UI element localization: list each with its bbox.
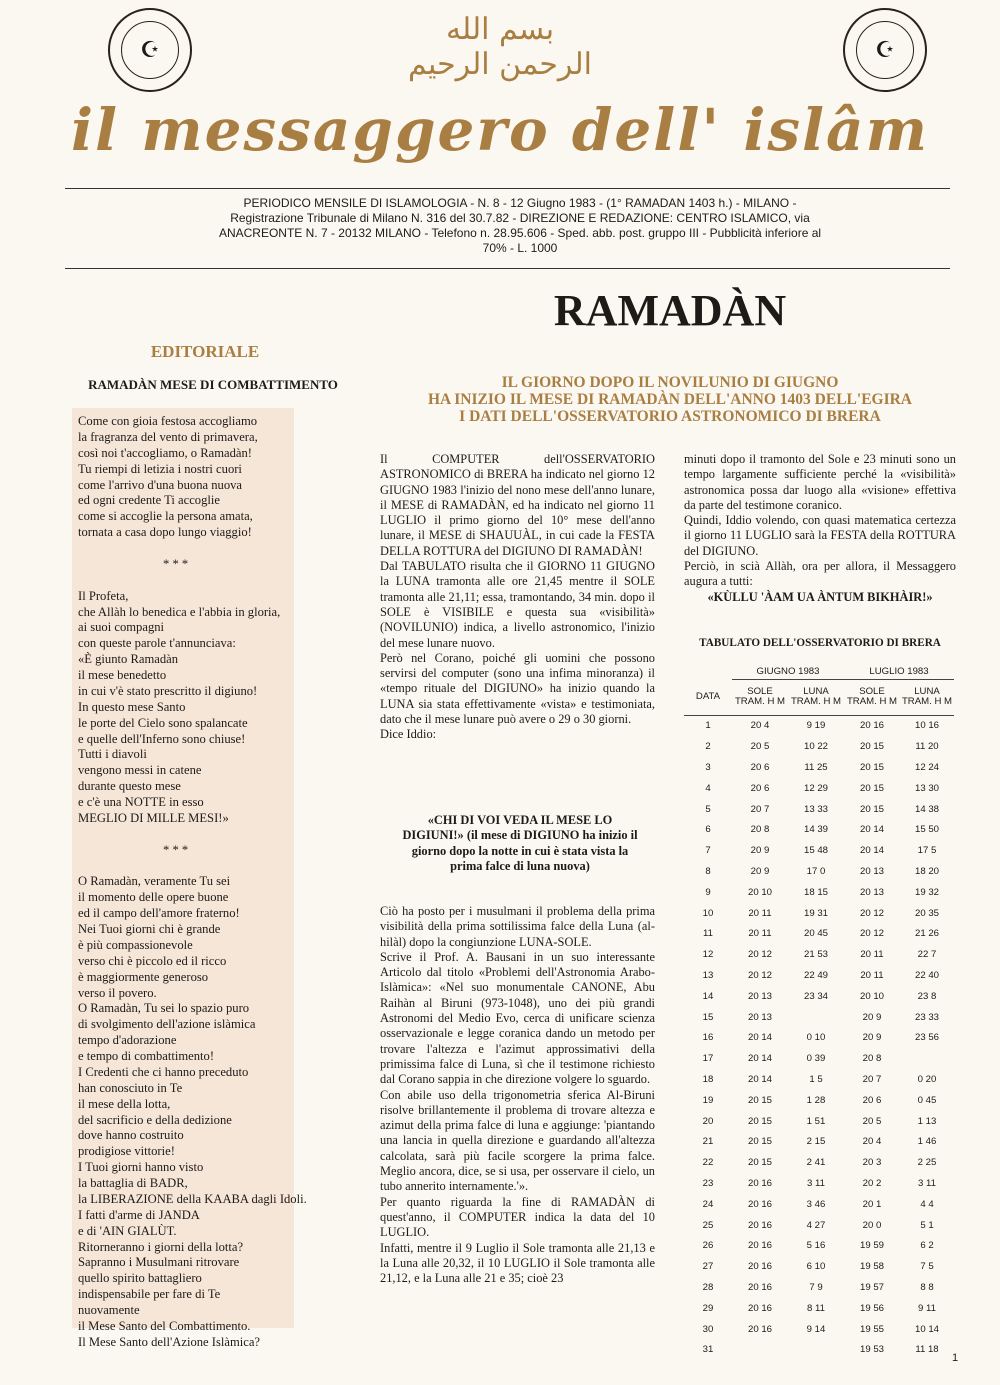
time-cell: 20 14 <box>747 1032 772 1044</box>
time-cell: 20 35 <box>914 907 939 919</box>
time-cell: 19 57 <box>859 1281 884 1293</box>
day-cell: 31 <box>702 1344 714 1356</box>
poem-line: I Credenti che ci hanno preceduto <box>78 1064 249 1079</box>
time-cell: 20 10 <box>747 886 772 898</box>
time-cell <box>900 1048 954 1069</box>
time-cell: 20 15 <box>859 761 884 773</box>
day-cell: 2 <box>705 741 711 753</box>
day-cell: 4 <box>705 782 711 794</box>
day-cell: 20 <box>702 1115 714 1127</box>
day-cell: 21 <box>702 1136 714 1148</box>
time-cell: 19 55 <box>859 1323 884 1335</box>
time-cell: 20 4 <box>750 720 770 732</box>
month-july-header: LUGLIO 1983 <box>844 665 954 679</box>
poem-line: il mese della lotta, <box>78 1096 171 1111</box>
day-cell: 23 <box>702 1177 714 1189</box>
poem-line: la battaglia di BADR, <box>78 1176 188 1190</box>
article-paragraph: Per quanto riguarda la fine di RAMADÀN di quest'anno, il COMPUTER indica la data del 10 LUGLIO. <box>380 1194 655 1240</box>
time-cell: 17 0 <box>806 865 826 877</box>
time-cell: 20 15 <box>747 1136 772 1148</box>
time-cell: 15 50 <box>914 824 939 836</box>
poem-line <box>78 573 303 589</box>
time-cell: 1 46 <box>917 1136 937 1148</box>
time-cell: 20 11 <box>748 907 772 919</box>
time-cell: 17 5 <box>917 845 937 857</box>
table-row <box>684 903 954 924</box>
time-cell: 0 20 <box>917 1073 937 1085</box>
time-cell: 20 9 <box>750 845 770 857</box>
poem-line: che Allàh lo benedica e l'abbia in gloria, <box>78 604 281 619</box>
poem-line: han conosciuto in Te <box>78 1080 183 1095</box>
time-cell: 20 2 <box>862 1177 882 1189</box>
day-cell: 1 <box>705 720 711 732</box>
poem-line: In questo mese Santo <box>78 699 186 714</box>
poem-line: le porte del Cielo sono spalancate <box>78 715 248 730</box>
time-cell: 20 45 <box>803 928 828 940</box>
poem-line: con queste parole t'annunciava: <box>78 636 236 651</box>
table-row <box>684 861 954 882</box>
day-cell: 8 <box>705 865 711 877</box>
day-cell: 3 <box>705 761 711 773</box>
info-rule <box>65 268 950 269</box>
table-row <box>684 757 954 778</box>
time-cell: 20 1 <box>862 1198 882 1210</box>
time-cell: 11 25 <box>804 761 828 773</box>
table-row <box>684 1173 954 1194</box>
day-cell: 26 <box>702 1240 714 1252</box>
time-cell: 14 39 <box>803 824 828 836</box>
time-cell: 20 8 <box>862 1053 882 1065</box>
time-cell: 19 53 <box>859 1344 884 1356</box>
time-cell: 20 15 <box>747 1115 772 1127</box>
table-row <box>684 1319 954 1340</box>
poem-line: MEGLIO DI MILLE MESI!» <box>78 810 229 825</box>
time-cell: 22 49 <box>803 969 828 981</box>
day-cell: 5 <box>705 803 711 815</box>
editorial-subtitle: RAMADÀN MESE DI COMBATTIMENTO <box>88 377 338 392</box>
time-cell: 20 13 <box>859 865 884 877</box>
time-cell: 20 15 <box>859 782 884 794</box>
article-paragraph: Il COMPUTER dell'OSSERVATORIO ASTRONOMICO di BRERA ha indicato nel giorno 12 GIUGNO 1983 l'inizio del nono mese dell'anno lunare, il MESE di RAMADÀN, ed ha indicato nel giorno 11 LUGLIO il primo giorno del 10° mese dell'anno lunare, il MESE di SHAUUÀL, in cui cade la FESTA DELLA ROTTURA del DIGIUNO DI RAMADÀN! <box>380 452 655 558</box>
poem-line: tornata a casa dopo lungo viaggio! <box>78 525 252 540</box>
sole-header: SOLE TRAM. H M <box>846 686 898 707</box>
time-cell: 0 39 <box>806 1053 826 1065</box>
time-cell: 21 26 <box>914 928 939 940</box>
day-cell: 17 <box>702 1053 714 1065</box>
time-cell: 20 15 <box>747 1157 772 1169</box>
time-cell: 15 48 <box>803 845 828 857</box>
time-cell: 3 11 <box>918 1177 936 1189</box>
table-row <box>684 923 954 944</box>
time-cell: 7 9 <box>809 1281 823 1293</box>
table-row <box>684 965 954 986</box>
day-cell: 29 <box>702 1302 714 1314</box>
time-cell: 20 15 <box>747 1094 772 1106</box>
page-number: 1 <box>952 1352 959 1364</box>
time-cell: 20 12 <box>747 969 772 981</box>
time-cell: 20 14 <box>859 845 884 857</box>
day-cell: 13 <box>702 969 714 981</box>
time-cell: 4 27 <box>806 1219 826 1231</box>
time-cell: 20 14 <box>747 1053 772 1065</box>
poem-line: ed ogni credente Ti accoglie <box>78 493 220 508</box>
time-cell: 20 16 <box>747 1240 772 1252</box>
poem-line: O Ramadàn, veramente Tu sei <box>78 874 231 889</box>
time-cell: 3 46 <box>806 1198 826 1210</box>
time-cell: 20 10 <box>859 990 884 1002</box>
poem-line <box>78 827 303 843</box>
poem-line: e di 'AIN GIALÙT. <box>78 1223 177 1238</box>
headline-line: HA INIZIO IL MESE DI RAMADÀN DELL'ANNO 1403 DELL'EGIRA <box>427 391 913 408</box>
time-cell: 20 16 <box>747 1281 772 1293</box>
article-paragraph: Dice Iddio: <box>380 727 437 742</box>
time-cell: 9 19 <box>806 720 826 732</box>
time-cell <box>788 1007 844 1028</box>
poem-line: I fatti d'arme di JANDA <box>78 1207 200 1222</box>
time-cell: 1 28 <box>806 1094 826 1106</box>
day-cell: 24 <box>702 1198 714 1210</box>
time-cell: 9 11 <box>918 1302 936 1314</box>
poem-line: Tu riempi di letizia i nostri cuori <box>78 461 242 476</box>
time-cell: 1 13 <box>917 1115 937 1127</box>
time-cell: 19 32 <box>914 886 939 898</box>
time-cell: 20 3 <box>862 1157 882 1169</box>
time-cell: 0 10 <box>806 1032 826 1044</box>
masthead-title: il messaggero dell' islâm <box>70 96 929 164</box>
time-cell: 20 11 <box>860 949 884 961</box>
table-row <box>684 1152 954 1173</box>
time-cell: 2 25 <box>917 1157 937 1169</box>
time-cell: 23 56 <box>914 1032 939 1044</box>
day-cell: 30 <box>702 1323 714 1335</box>
day-cell: 9 <box>705 886 711 898</box>
time-cell: 23 33 <box>914 1011 939 1023</box>
poem-line: ed il campo dell'amore fraterno! <box>78 906 240 921</box>
time-cell: 20 11 <box>748 928 772 940</box>
headline-line: IL GIORNO DOPO IL NOVILUNIO DI GIUGNO <box>501 374 839 391</box>
time-cell: 18 15 <box>803 886 828 898</box>
observatory-table <box>684 665 954 1360</box>
time-cell: 9 14 <box>806 1323 826 1335</box>
day-cell: 11 <box>703 928 713 940</box>
article-paragraph: minuti dopo il tramonto del Sole e 23 minuti sono un tempo largamente sufficiente perché la «visibilità» astronomica possa dar luogo alla «visione» effettiva da parte del testimone coranico. <box>684 452 956 512</box>
time-cell: 21 53 <box>803 949 828 961</box>
poem-line: e quelle dell'Inferno sono chiuse! <box>78 731 246 746</box>
quran-quote: «CHI DI VOI VEDA IL MESE LO DIGIUNI!» (il mese di DIGIUNO ha inizio il giorno dopo la notte in cui è stata vista la prima falce di luna nuova) <box>402 813 638 873</box>
poem-line: indispensabile per fare di Te <box>78 1287 221 1302</box>
article-paragraph: Scrive il Prof. A. Bausani in un suo interessante Articolo dal titolo «Problemi dell'Astronomia Arabo-Islàmica»: «Nel suo monumentale CANONE, Abu Raihàn al Biruni (973-1048), uno dei più grandi Astronomi del Medio Evo, cerca di unificare scienza osservazionale e legge coranica dando un metodo per trovare l'altezza e l'azimut approssimativi della primissima falce di Luna, sì che il testimone richiesto dal Corano sappia in che direzione volgere lo sguardo. <box>380 949 655 1087</box>
day-cell: 7 <box>705 845 711 857</box>
data-header: DATA <box>695 690 721 702</box>
time-cell: 11 18 <box>915 1344 939 1356</box>
poem-line: «È giunto Ramadàn <box>78 652 179 667</box>
poem-line: O Ramadàn, Tu sei lo spazio puro <box>78 1001 250 1016</box>
poem-line: prodigiose vittorie! <box>78 1144 175 1159</box>
time-cell: 20 13 <box>747 990 772 1002</box>
table-row <box>684 778 954 799</box>
day-cell: 6 <box>705 824 711 836</box>
poem-line: il mese benedetto <box>78 668 167 682</box>
greeting: «KÙLLU 'ÀAM UA ÀNTUM BIKHÀIR!» <box>707 589 933 604</box>
time-cell: 5 1 <box>920 1219 934 1231</box>
day-cell: 25 <box>702 1219 714 1231</box>
table-row <box>684 1339 954 1360</box>
table-row <box>684 1256 954 1277</box>
time-cell: 20 16 <box>859 720 884 732</box>
time-cell: 1 5 <box>809 1073 823 1085</box>
time-cell: 20 13 <box>859 886 884 898</box>
day-cell: 28 <box>702 1281 714 1293</box>
article-paragraph: Perciò, in scià Allàh, ora per allora, il Messaggero augura a tutti: <box>684 559 956 589</box>
time-cell: 20 9 <box>862 1032 882 1044</box>
headline-line: I DATI DELL'OSSERVATORIO ASTRONOMICO DI BRERA <box>459 408 881 425</box>
time-cell: 20 7 <box>862 1073 882 1085</box>
time-cell: 14 38 <box>914 803 939 815</box>
poem-line: * * * <box>163 842 189 857</box>
poem-line: quello spirito battagliero <box>78 1271 202 1286</box>
time-cell: 13 33 <box>803 803 828 815</box>
table-row <box>684 1090 954 1111</box>
table-row <box>684 799 954 820</box>
poem-line: durante questo mese <box>78 779 181 794</box>
time-cell: 22 7 <box>917 949 937 961</box>
time-cell: 18 20 <box>914 865 939 877</box>
poem-line: I Tuoi giorni hanno visto <box>78 1160 204 1175</box>
editorial-label: EDITORIALE <box>150 342 260 361</box>
poem-line: in cui v'è stato prescritto il digiuno! <box>78 683 258 698</box>
poem-line: la LIBERAZIONE della KAABA dagli Idoli. <box>78 1191 307 1206</box>
time-cell: 1 51 <box>806 1115 826 1127</box>
masthead-rule <box>65 188 950 189</box>
month-june-header: GIUGNO 1983 <box>732 665 844 679</box>
poem-line: come si accoglie la persona amata, <box>78 509 253 524</box>
day-cell: 15 <box>702 1011 714 1023</box>
sole-header: SOLE TRAM. H M <box>734 686 786 707</box>
table-row <box>684 819 954 840</box>
poem-line: Sapranno i Musulmani ritrovare <box>78 1255 240 1270</box>
article-paragraph: Quindi, Iddio volendo, con quasi matematica certezza il giorno 11 LUGLIO sarà la FESTA della ROTTURA del DIGIUNO. <box>684 513 956 558</box>
article-paragraph: Però nel Corano, poiché gli uomini che possono servirsi del computer (sono una infima minoranza) il «tempo rituale del DIGIUNO» ha inizio quando la LUNA sia stata effettivamente «vista» e testimoniata, dato che il mese lunare può avere o 29 o 30 giorni. <box>380 650 655 727</box>
time-cell: 19 58 <box>859 1261 884 1273</box>
time-cell: 20 9 <box>750 865 770 877</box>
poem-line: così noi t'accogliamo, o Ramadàn! <box>78 445 252 460</box>
table-row <box>684 840 954 861</box>
table-row <box>684 882 954 903</box>
time-cell: 20 6 <box>750 761 770 773</box>
table-row <box>684 1007 954 1028</box>
poem-line: verso il povero. <box>78 985 157 1000</box>
poem-line: è più compassionevole <box>78 937 193 952</box>
luna-header: LUNA TRAM. H M <box>790 686 842 707</box>
time-cell: 11 20 <box>915 741 939 753</box>
time-cell: 7 5 <box>920 1261 934 1273</box>
luna-header: LUNA TRAM. H M <box>901 686 953 707</box>
poem-line <box>78 859 303 875</box>
article-paragraph: Dal TABULATO risulta che il GIORNO 11 GIUGNO la LUNA tramonta alle ore 21,45 mentre il SOLE tramonta alle 21,11; essa, tramontando, 34 min. dopo il SOLE è VISIBILE e questa sua «visibilità» (NOVILUNIO) indica, a livello astronomico, l'inizio del mese lunare nuovo. <box>380 559 655 650</box>
poem-line: Il Profeta, <box>78 588 129 603</box>
time-cell: 10 22 <box>803 741 828 753</box>
time-cell: 20 6 <box>750 782 770 794</box>
article-headline <box>390 374 950 425</box>
poem-line: il momento delle opere buone <box>78 890 229 905</box>
poem-line: di svolgimento dell'azione islàmica <box>78 1017 256 1032</box>
day-cell: 12 <box>702 949 714 961</box>
poem-line: del sacrificio e della dedizione <box>78 1112 232 1127</box>
table-row <box>684 986 954 1007</box>
publication-info: PERIODICO MENSILE DI ISLAMOLOGIA - N. 8 - 12 Giugno 1983 - (1° RAMADAN 1403 h.) - MILANO - Registrazione Tribunale di Milano N. 316 del 30.7.82 - DIREZIONE E REDAZIONE: CENTRO ISLAMICO, via ANACREONTE N. 7 - 20132 MILANO - Telefono n. 28.95.606 - Sped. abb. post. gruppo III - Pubblicità inferiore al 70% - L. 1000 <box>218 196 822 255</box>
time-cell: 20 16 <box>747 1198 772 1210</box>
time-cell: 10 14 <box>914 1323 939 1335</box>
time-cell: 20 6 <box>862 1094 882 1106</box>
table-row <box>684 1111 954 1132</box>
time-cell: 19 59 <box>859 1240 884 1252</box>
table-row <box>684 1277 954 1298</box>
table-row <box>684 1069 954 1090</box>
poem-line <box>78 541 303 557</box>
poem-line: è maggiormente generoso <box>78 969 209 984</box>
time-cell: 3 11 <box>807 1177 825 1189</box>
poem-line: vengono messi in catene <box>78 763 202 778</box>
article-paragraph: Infatti, mentre il 9 Luglio il Sole tramonta alle 21,13 e la Luna alle 20,32, il 10 LUGLIO il Sole tramonta alle 21,12, e la Luna alle 21 e 35; cioè 23 <box>380 1240 655 1286</box>
day-cell: 16 <box>702 1032 714 1044</box>
time-cell: 13 30 <box>914 782 939 794</box>
table-row <box>684 944 954 965</box>
islamic-center-seal-left <box>108 8 192 92</box>
poem-line: e tempo di combattimento! <box>78 1049 215 1063</box>
poem-line: Nei Tuoi giorni chi è grande <box>78 922 221 936</box>
time-cell: 2 41 <box>806 1157 826 1169</box>
time-cell: 20 12 <box>859 928 884 940</box>
poem-line: nuovamente <box>78 1303 140 1317</box>
time-cell: 5 16 <box>806 1240 826 1252</box>
time-cell: 10 16 <box>914 720 939 732</box>
time-cell: 20 12 <box>859 907 884 919</box>
table-row <box>684 1027 954 1048</box>
time-cell: 20 14 <box>859 824 884 836</box>
time-cell: 23 34 <box>803 990 828 1002</box>
time-cell: 20 15 <box>859 741 884 753</box>
main-title: RAMADÀN <box>553 286 787 335</box>
poem-line: Ritorneranno i giorni della lotta? <box>78 1239 244 1254</box>
time-cell: 20 16 <box>747 1219 772 1231</box>
table-title: TABULATO DELL'OSSERVATORIO DI BRERA <box>699 637 941 649</box>
time-cell: 20 0 <box>862 1219 882 1231</box>
table-row <box>684 1215 954 1236</box>
time-cell: 20 16 <box>747 1302 772 1314</box>
time-cell: 12 24 <box>914 761 939 773</box>
table-row <box>684 1048 954 1069</box>
time-cell: 20 14 <box>747 1073 772 1085</box>
time-cell: 6 10 <box>806 1261 826 1273</box>
day-cell: 27 <box>702 1261 714 1273</box>
time-cell: 20 9 <box>862 1011 882 1023</box>
poem-line: Come con gioia festosa accogliamo <box>78 414 258 428</box>
table-row <box>684 715 954 736</box>
article-column-1-bottom <box>380 904 655 1286</box>
table-row <box>684 1235 954 1256</box>
article-paragraph: Con abile uso della trigonometria sferica Al-Biruni risolve brillantemente il problema di trovare altezza e azimut della prima falce di luna e aggiunge: 'piantando una lancia in quella direzione e guardando all'altezza calcolata, sarà più facile scorgere la prima falce. Meglio ancora, dice, se si usa, per osservare il cielo, un tubo annerito internamente.'». <box>380 1087 655 1194</box>
seal-emblem-icon: ☪ <box>856 21 914 79</box>
time-cell: 20 13 <box>747 1011 772 1023</box>
editorial-poem <box>78 414 307 1351</box>
time-cell: 2 15 <box>806 1136 826 1148</box>
time-cell: 20 7 <box>750 803 770 815</box>
article-paragraph: Ciò ha posto per i musulmani il problema della prima visibilità della prima sottilissima falce della Luna (al-hilàl) dopo la congiunzione LUNA-SOLE. <box>380 904 655 949</box>
table-row <box>684 1298 954 1319</box>
poem-line: ai suoi compagni <box>78 620 165 635</box>
poem-line: * * * <box>163 556 189 571</box>
article-column-1-top <box>380 452 655 743</box>
time-cell: 22 40 <box>914 969 939 981</box>
article-column-2 <box>684 452 956 605</box>
time-cell: 19 56 <box>859 1302 884 1314</box>
poem-line: verso chi è piccolo ed il ricco <box>78 953 227 968</box>
day-cell: 18 <box>702 1073 714 1085</box>
table-row <box>684 1131 954 1152</box>
time-cell <box>788 1339 844 1360</box>
day-cell: 10 <box>702 907 714 919</box>
time-cell: 20 16 <box>747 1323 772 1335</box>
islamic-center-seal-right <box>843 8 927 92</box>
time-cell: 20 16 <box>747 1177 772 1189</box>
time-cell: 12 29 <box>803 782 828 794</box>
poem-line: Il Mese Santo dell'Azione Islàmica? <box>78 1334 261 1349</box>
time-cell: 20 5 <box>750 741 770 753</box>
time-cell: 20 5 <box>862 1115 882 1127</box>
time-cell: 8 11 <box>807 1302 825 1314</box>
poem-line: il Mese Santo del Combattimento. <box>78 1318 251 1333</box>
basmala: بسم الله الرحمن الرحيم <box>408 12 592 82</box>
poem-line: e c'è una NOTTE in esso <box>78 795 204 809</box>
poem-line: tempo d'adorazione <box>78 1033 177 1048</box>
time-cell: 20 16 <box>747 1261 772 1273</box>
day-cell: 14 <box>702 990 714 1002</box>
time-cell: 20 8 <box>750 824 770 836</box>
time-cell <box>732 1339 788 1360</box>
time-cell: 4 4 <box>920 1198 934 1210</box>
poem-line: come l'arrivo d'una buona nuova <box>78 477 243 492</box>
time-cell: 6 2 <box>920 1240 934 1252</box>
time-cell: 19 31 <box>803 907 828 919</box>
poem-line: Tutti i diavoli <box>78 747 147 762</box>
time-cell: 20 11 <box>860 969 884 981</box>
time-cell: 23 8 <box>917 990 937 1002</box>
day-cell: 19 <box>702 1094 714 1106</box>
time-cell: 20 15 <box>859 803 884 815</box>
table-row <box>684 1194 954 1215</box>
time-cell: 20 12 <box>747 949 772 961</box>
poem-line: la fragranza del vento di primavera, <box>78 429 258 444</box>
poem-line: dove hanno costruito <box>78 1128 184 1143</box>
day-cell: 22 <box>702 1157 714 1169</box>
time-cell: 20 4 <box>862 1136 882 1148</box>
time-cell: 0 45 <box>917 1094 937 1106</box>
time-cell: 8 8 <box>920 1281 934 1293</box>
seal-emblem-icon: ☪ <box>121 21 179 79</box>
table-row <box>684 736 954 757</box>
